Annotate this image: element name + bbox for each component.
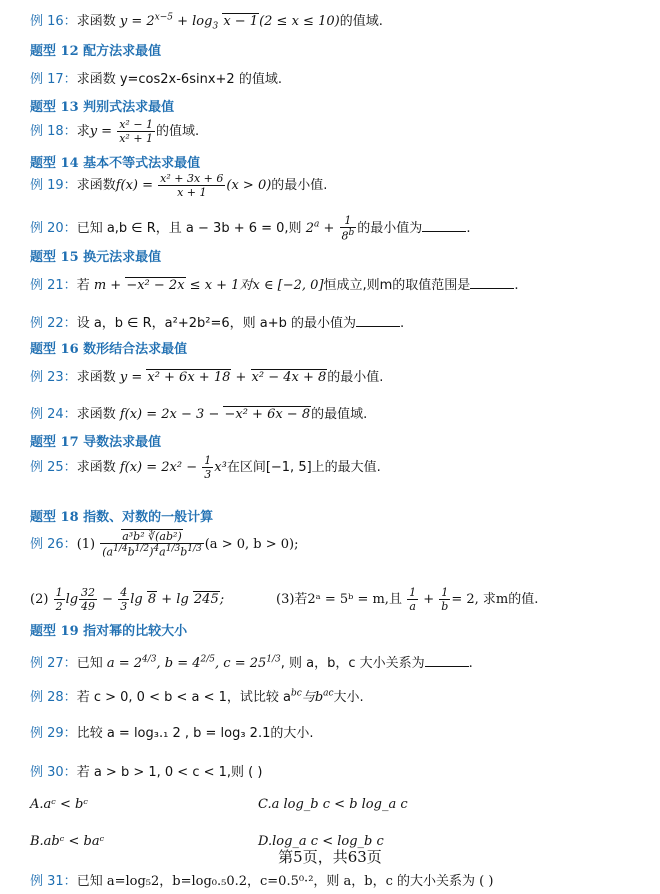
section-heading-14: 题型 14 基本不等式法求最值 [30,156,201,171]
example-31: 例 31：已知 a=log₅2，b=log₀.₅0.2，c=0.5⁰·²，则 a，b，c 的大小关系为 ( ) [30,874,494,889]
example-19: 例 19：求函数f(x) = $\frac{\text{x² + 3x + 6}}{x + 1}$ (x > 0)的最小值. [30,172,328,199]
example-23: 例 23：求函数 y = x² + 6x + 18 + x² − 4x + 8的最小值. [30,370,384,385]
example-26-part3: (3)若2ᵃ = 5ᵇ = m,且 $\frac{1}{a}$ + $\frac{1}{b}$ = 2, 求m的值. [276,586,539,613]
answer-blank [425,654,469,667]
section-heading-13: 题型 13 判别式法求最值 [30,100,175,115]
formula: $a = 2^{4/3}$, $b = 4^{2/5}$, $c = 25^{1/3}$ [106,654,281,671]
option-a: A.aᶜ < bᶜ [30,797,88,812]
formula: y = $\frac{\text{x² − 1}}{\text{x² + 1}}$ [89,118,154,145]
section-heading-15: 题型 15 换元法求最值 [30,250,162,265]
example-16: 例 16：求函数 $y = 2^{x-5} + \log_3 x - 1(2 \le x \le 10)$的值域. [30,12,383,32]
answer-blank [422,219,466,232]
example-17: 例 17：求函数 y=cos2x-6sinx+2 的值域. [30,72,282,87]
formula: $y = 2^{x-5} + \log_3 x - 1(2 \le x \le 10)$ [119,12,340,32]
formula: y = x² + 6x + 18 + x² − 4x + 8 [119,370,327,385]
example-29: 例 29：比较 a = log₃.₁ 2 , b = log₃ 2.1的大小. [30,726,314,741]
example-20: 例 20：已知 a,b ∈ R，且 a − 3b + 6 = 0,则 $2^a$ + $\frac{1}{8^b}$ 的最小值为 . [30,214,471,243]
formula: f(x) = 2x² − $\frac{1}{3}$ x³ [119,454,227,481]
formula: $\frac{1}{2}$ lg $\frac{32}{49}$ − $\frac{4}{3}$ lg 8 + lg 245; [55,586,225,613]
option-c: C.a log_b c < b log_a c [258,797,408,812]
option-d: D.log_a c < log_b c [258,834,384,849]
option-b: B.abᶜ < baᶜ [30,834,105,849]
section-heading-12: 题型 12 配方法求最值 [30,44,162,59]
formula: $\frac{\text{a³b² ∛(ab²)}}{(a^{1/4}b^{1/2})^4a^{1/3}b^{1/3}}$ [102,530,202,559]
example-24: 例 24：求函数 f(x) = 2x − 3 − −x² + 6x − 8的最值域. [30,407,368,422]
example-26-part2: (2) $\frac{1}{2}$ lg $\frac{32}{49}$ − $\frac{4}{3}$ lg 8 + lg 245; [30,586,225,613]
example-21: 例 21：若 m + −x² − 2x ≤ x + 1对x ∈ [−2, 0]恒成立,则m的取值范围是 . [30,278,519,293]
example-28: 例 28：若 c > 0, 0 < b < a < 1，试比较 $a^{bc}$与$b^{ac}$大小. [30,688,364,705]
formula: $2^a$ + $\frac{1}{8^b}$ [305,214,355,243]
formula: $^{bc}$与$b^{ac}$ [291,688,334,705]
answer-blank [470,276,514,289]
page-footer: 第5页，共63页 [278,848,382,866]
answer-blank [356,314,400,327]
section-heading-17: 题型 17 导数法求最值 [30,435,162,450]
example-18: 例 18：求y = $\frac{\text{x² − 1}}{\text{x² + 1}}$ 的值域. [30,118,200,145]
formula: m + −x² − 2x ≤ x + 1对x ∈ [−2, 0] [93,278,324,293]
example-label: 例 16： [30,14,77,29]
example-25: 例 25：求函数 f(x) = 2x² − $\frac{1}{3}$ x³在区间[−1, 5]上的最大值. [30,454,381,481]
section-heading-19: 题型 19 指对幂的比较大小 [30,624,188,639]
section-heading-16: 题型 16 数形结合法求最值 [30,342,188,357]
section-heading-18: 题型 18 指数、对数的一般计算 [30,510,214,525]
formula: f(x) = $\frac{\text{x² + 3x + 6}}{x + 1}$ (x > 0) [115,172,272,199]
formula: f(x) = 2x − 3 − −x² + 6x − 8 [119,407,311,422]
formula: $\frac{1}{a}$ + $\frac{1}{b}$ [409,586,449,613]
example-27: 例 27：已知 $a = 2^{4/3}$, $b = 4^{2/5}$, $c = 25^{1/3}$, 则 a，b，c 大小关系为 . [30,654,473,671]
example-30: 例 30：若 a > b > 1, 0 < c < 1,则 ( ) [30,765,263,780]
example-22: 例 22：设 a，b ∈ R，a²+2b²=6，则 a+b 的最小值为 . [30,316,405,331]
example-26: 例 26：(1) $\frac{\text{a³b² ∛(ab²)}}{(a^{1/4}b^{1/2})^4a^{1/3}b^{1/3}}$ (a > 0, b > 0); [30,530,299,559]
